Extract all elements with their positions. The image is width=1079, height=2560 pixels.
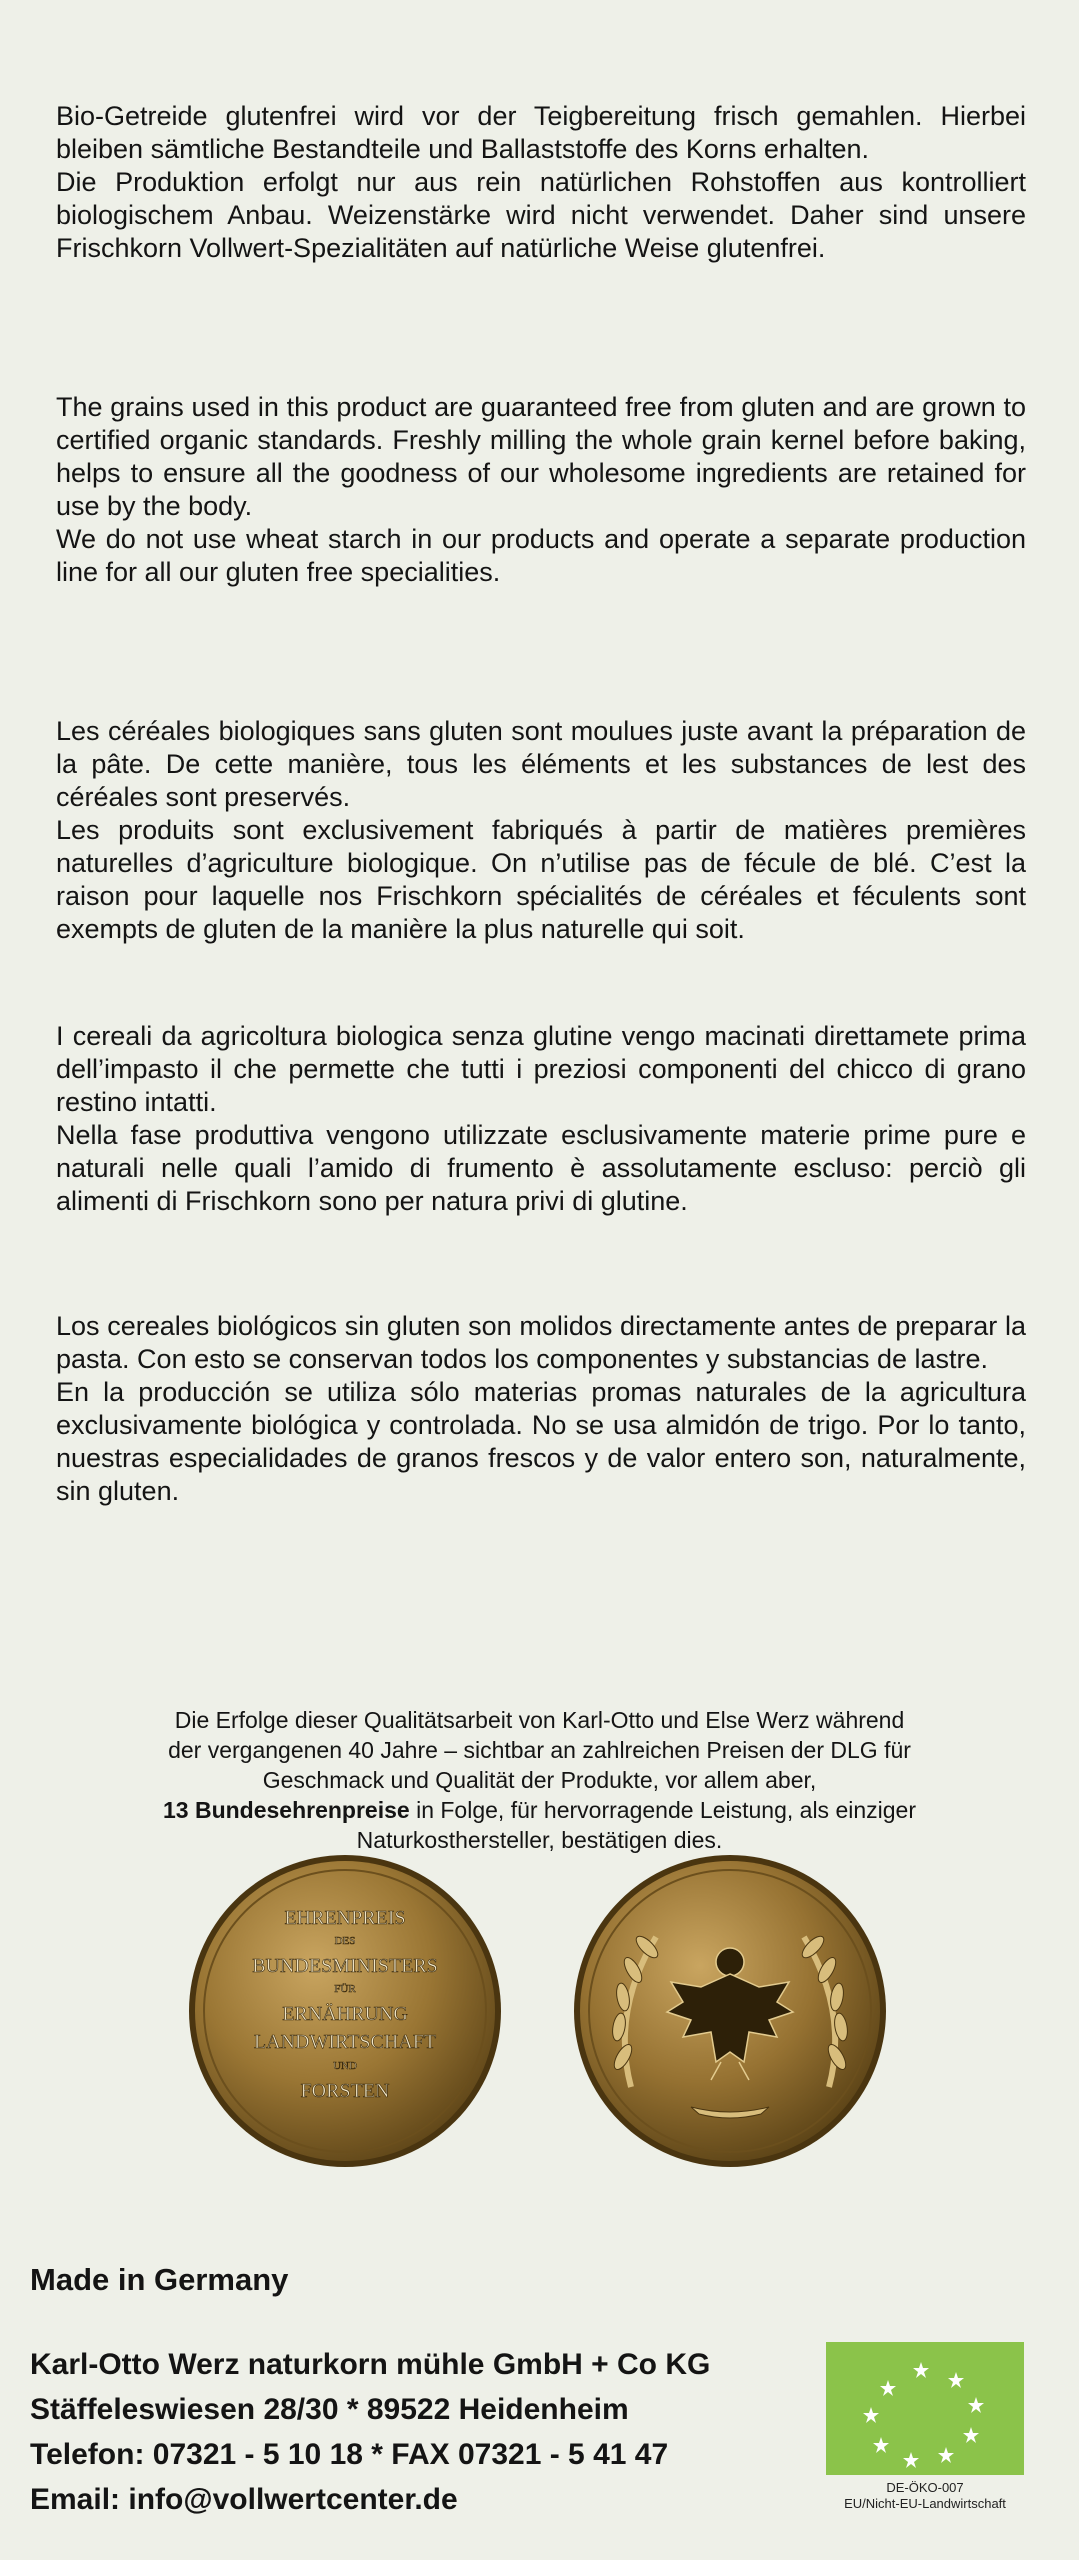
medal-line-8: FORSTEN bbox=[300, 2080, 390, 2102]
eu-code-label: DE-ÖKO-007 bbox=[886, 2480, 964, 2495]
company-address: Stäffeleswiesen 28/30 * 89522 Heidenheim bbox=[30, 2393, 629, 2426]
eu-origin-label: EU/Nicht-EU-Landwirtschaft bbox=[844, 2496, 1006, 2511]
awards-line-4-rest: in Folge, für hervorragende Leistung, als einziger bbox=[409, 1797, 916, 1823]
eu-organic-leaf-icon bbox=[826, 2342, 1024, 2475]
eu-organic-code bbox=[826, 2480, 1024, 2512]
german-paragraph bbox=[56, 100, 1026, 265]
awards-statement bbox=[0, 1705, 1079, 1855]
company-phone: Telefon: 07321 - 5 10 18 * FAX 07321 - 5 41 47 bbox=[30, 2438, 669, 2471]
medal-line-5: ERNÄHRUNG bbox=[282, 2003, 408, 2025]
awards-line-3: Geschmack und Qualität der Produkte, vor allem aber, bbox=[262, 1767, 817, 1793]
awards-line-2: der vergangenen 40 Jahre – sichtbar an zahlreichen Preisen der DLG für bbox=[168, 1737, 911, 1763]
awards-line-4 bbox=[0, 1795, 1079, 1825]
french-text-2: Les produits sont exclusivement fabriqués à partir de matières premières naturelles d’agriculture biologique. On n’utilise pas de fécule de blé. C’est la raison pour laquelle nos Frischkorn spécialités de céréales et féculents sont exempts de gluten de la manière la plus naturelle qui soit. bbox=[56, 815, 1026, 944]
medal-front bbox=[186, 1852, 504, 2170]
medal-line-6: LANDWIRTSCHAFT bbox=[253, 2031, 437, 2053]
french-paragraph bbox=[56, 715, 1026, 946]
company-email: Email: info@vollwertcenter.de bbox=[30, 2483, 458, 2516]
made-in-label: Made in Germany bbox=[30, 2262, 289, 2297]
awards-line-5: Naturkosthersteller, bestätigen dies. bbox=[356, 1827, 723, 1853]
medal-line-7: UND bbox=[333, 2060, 357, 2072]
awards-line-1: Die Erfolge dieser Qualitätsarbeit von Karl-Otto und Else Werz während bbox=[174, 1707, 905, 1733]
awards-highlight: 13 Bundesehrenpreise bbox=[162, 1797, 410, 1823]
german-text-2: Die Produktion erfolgt nur aus rein natürlichen Rohstoffen aus kontrolliert biologischem Anbau. Weizenstärke wird nicht verwendet. Daher sind unsere Frischkorn Vollwert-Spezialitäten auf natürliche Weise glutenfrei. bbox=[56, 167, 1026, 263]
english-text-2: We do not use wheat starch in our products and operate a separate production line for all our gluten free specialities. bbox=[56, 524, 1026, 587]
medal-line-3: BUNDESMINISTERS bbox=[252, 1955, 438, 1977]
english-paragraph bbox=[56, 391, 1026, 589]
french-text-1: Les céréales biologiques sans gluten sont moulues juste avant la préparation de la pâte. De cette manière, tous les éléments et les substances de lest des céréales sont preservés. bbox=[56, 716, 1026, 812]
italian-text-2: Nella fase produttiva vengono utilizzate esclusivamente materie prime pure e naturali nelle quali l’amido di frumento è assolutamente escluso: perciò gli alimenti di Frischkorn sono per natura privi di glutine. bbox=[56, 1120, 1026, 1216]
spanish-text-1: Los cereales biológicos sin gluten son molidos directamente antes de preparar la pasta. Con esto se conservan todos los componentes y substancias de lastre. bbox=[56, 1311, 1026, 1374]
english-text-1: The grains used in this product are guaranteed free from gluten and are grown to certified organic standards. Freshly milling the whole grain kernel before baking, helps to ensure all the goodness of our wholesome ingredients are retained for use by the body. bbox=[56, 392, 1026, 521]
medal-line-4: FÜR bbox=[334, 1983, 356, 1995]
spanish-paragraph bbox=[56, 1310, 1026, 1508]
spanish-text-2: En la producción se utiliza sólo materias promas naturales de la agricultura exclusivamente biológica y controlada. No se usa almidón de trigo. Por lo tanto, nuestras especialidades de granos frescos y de valor entero son, naturalmente, sin gluten. bbox=[56, 1377, 1026, 1506]
company-block bbox=[30, 2342, 710, 2522]
german-text-1: Bio-Getreide glutenfrei wird vor der Teigbereitung frisch gemahlen. Hierbei bleiben sämtliche Bestandteile und Ballaststoffe des Korns erhalten. bbox=[56, 101, 1026, 164]
italian-paragraph bbox=[56, 1020, 1026, 1218]
medal-eagle bbox=[571, 1852, 889, 2170]
italian-text-1: I cereali da agricoltura biologica senza glutine vengo macinati direttamete prima dell’impasto il che permette che tutti i preziosi componenti del chicco di grano restino intatti. bbox=[56, 1021, 1026, 1117]
medal-line-1: EHRENPREIS bbox=[284, 1907, 406, 1929]
company-name: Karl-Otto Werz naturkorn mühle GmbH + Co KG bbox=[30, 2348, 711, 2381]
medal-line-2: DES bbox=[334, 1935, 356, 1947]
